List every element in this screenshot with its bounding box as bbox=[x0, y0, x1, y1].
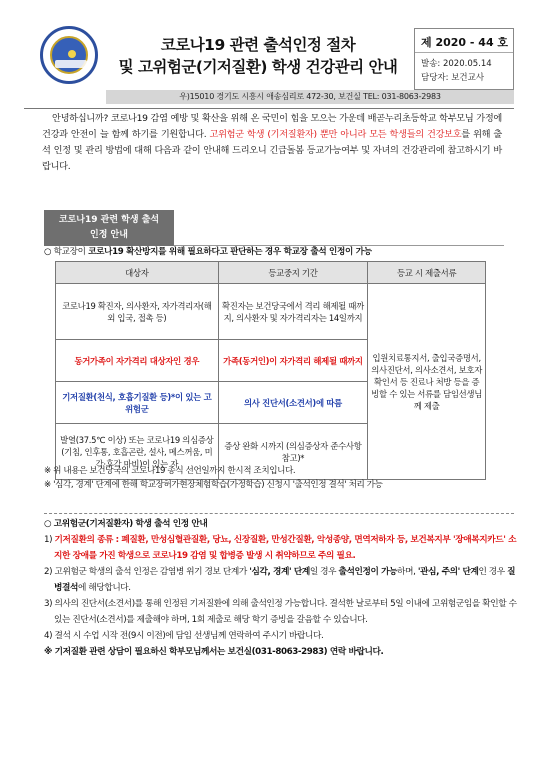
item2-text-e: 하며, bbox=[397, 567, 418, 577]
section-tag-line-2: 인정 안내 bbox=[90, 230, 128, 240]
address-bar: 우)15010 경기도 시흥시 애송심리로 472-30, 보건실 TEL: 031-8063-2983 bbox=[106, 90, 514, 104]
attendance-note-prefix: ○ 학교장이 bbox=[44, 247, 89, 257]
row1-target: 코로나19 확진자, 의사환자, 자가격리자(해외 입국, 접촉 등) bbox=[56, 284, 219, 340]
intro-text-highlight: 고위험군 학생 (기저질환자) 뿐만 아니라 모든 학생들의 건강보호 bbox=[209, 129, 462, 140]
high-risk-item-1 bbox=[44, 532, 519, 564]
item1-text: 기저질환의 종류 : 폐질환, 만성심혈관질환, 당뇨, 신장질환, 만성간질환, 악성종양, 면역저하자 등, 보건복지부 '장애복지카드' 소지한 장애를 가진 학생으로 코로나19 감염 및 합병증 발생 시 취약하므로 주의 필요. bbox=[54, 535, 517, 561]
issue-date: 발송: 2020.05.14 bbox=[421, 59, 492, 69]
high-risk-item-3: 3) 의사의 진단서(소견서)를 통해 인정된 기저질환에 의해 출석인정 가능합니다. 결석한 날로부터 5일 이내에 고위험군임을 확인할 수 있는 진단서(소견서)를 제출해야 하며, 1회 제출로 해당 학기 증빙을 갈음할 수 있습니다. bbox=[44, 599, 517, 625]
title-line-1: 코로나19 관련 출석인정 절차 bbox=[160, 36, 356, 54]
dashed-divider bbox=[44, 513, 514, 514]
table-header-period: 등교중지 기간 bbox=[218, 262, 368, 284]
intro-paragraph bbox=[42, 111, 502, 175]
high-risk-item-4: 4) 결석 시 수업 시작 전(9시 이전)에 담임 선생님께 연락하여 주시기 바랍니다. bbox=[44, 631, 324, 641]
row1-period: 확진자는 보건당국에서 격리 해제될 때까지, 의사환자 및 자가격리자는 14일까지 bbox=[218, 284, 368, 340]
title-line-2: 및 고위험군(기저질환) 학생 건강관리 안내 bbox=[118, 58, 398, 76]
intro-text-a: 안녕하십니까? 코로나19 감염 예방 및 확산을 위해 온 국민이 힘을 모으는 가운데 배곧누리초등학교 학부모님 가정에 건강과 안전이 늘 함께 하기를 기원합니다. bbox=[42, 113, 502, 140]
row2-period: 가족(동거인)이 자가격리 해제될 때까지 bbox=[218, 340, 368, 382]
item2-level-caution: '관심, 주의' 단계 bbox=[417, 567, 479, 577]
row3-period: 의사 진단서(소견서)에 따름 bbox=[218, 382, 368, 424]
item2-text-g: 인 경우 bbox=[478, 567, 508, 577]
table-header-docs: 등교 시 제출서류 bbox=[368, 262, 486, 284]
emblem-star-icon bbox=[68, 50, 76, 58]
header-divider bbox=[24, 108, 514, 109]
issue-number: 제 2020 - 44 호 bbox=[415, 29, 513, 53]
issue-department: 담당자: 보건교사 bbox=[421, 73, 485, 83]
issue-info-box bbox=[414, 28, 514, 90]
row3-target: 기저질환(천식, 호흡기질환 등)*이 있는 고위험군 bbox=[56, 382, 219, 424]
emblem-inner bbox=[50, 36, 88, 74]
footnote-2: ※ '심각, 경계' 단계에 한해 학교장허가현장체험학습(가정학습) 신청시 '출석인정 결석' 처리 가능 bbox=[44, 480, 383, 490]
section-tag-line-1: 코로나19 관련 학생 출석 bbox=[58, 215, 160, 225]
school-emblem-logo bbox=[40, 26, 98, 84]
attendance-note-bold: 코로나19 확산방지를 위해 필요하다고 판단하는 경우 학교장 출석 인정이 가능 bbox=[88, 247, 372, 257]
item2-level-serious: '심각, 경계' 단계 bbox=[249, 567, 310, 577]
item2-text-c: 일 경우 bbox=[309, 567, 339, 577]
document-title bbox=[106, 28, 410, 90]
item1-number: 1) bbox=[44, 535, 55, 545]
row4-target: 발열(37.5℃ 이상) 또는 코로나19 의심증상(기침, 인후통, 호흡곤란, 설사, 메스꺼움, 미각·후각 마비)이 있는 자 bbox=[56, 424, 219, 480]
required-documents: 입원치료통지서, 출입국증명서, 의사진단서, 의사소견서, 보호자 확인서 등 진료나 처방 등을 증빙할 수 있는 서류를 담임선생님께 제출 bbox=[368, 284, 486, 480]
item2-text-a: 2) 고위험군 학생의 출석 인정은 감염병 위기 경보 단계가 bbox=[44, 567, 250, 577]
row4-period: 증상 완화 시까지 (의심증상자 준수사항 참고)* bbox=[218, 424, 368, 480]
table-footnotes bbox=[44, 464, 524, 492]
contact-note: ※ 기저질환 관련 상담이 필요하신 학부모님께서는 보건실(031-8063-2983) 연락 바랍니다. bbox=[44, 647, 384, 657]
emblem-band bbox=[55, 60, 87, 68]
table-row bbox=[56, 284, 486, 340]
high-risk-heading: ○ 고위험군(기저질환자) 학생 출석 인정 안내 bbox=[44, 519, 208, 529]
attendance-table bbox=[55, 261, 486, 480]
table-header-target: 대상자 bbox=[56, 262, 219, 284]
high-risk-item-2 bbox=[44, 564, 519, 596]
row2-target: 동거가족이 자가격리 대상자인 경우 bbox=[56, 340, 219, 382]
intro-text-b: 를 위해 출석 인정 및 관리 방법에 대해 다음과 같이 안내해 드리오니 긴급돌봄 등교가능여부 및 자녀의 건강관리에 참고하시기 바랍니다. bbox=[42, 129, 502, 172]
item2-sick-absence: 질병결석 bbox=[54, 567, 516, 593]
high-risk-section bbox=[44, 516, 519, 660]
table-header-row bbox=[56, 262, 486, 284]
item2-attendance-ok: 출석인정이 가능 bbox=[338, 567, 398, 577]
footnote-1: ※ 위 내용은 보건당국의 코로나19 종식 선언일까지 한시적 조치입니다. bbox=[44, 466, 296, 476]
attendance-note bbox=[44, 246, 514, 258]
section-tag-attendance bbox=[44, 210, 174, 246]
item2-text-i: 에 해당합니다. bbox=[77, 583, 131, 593]
